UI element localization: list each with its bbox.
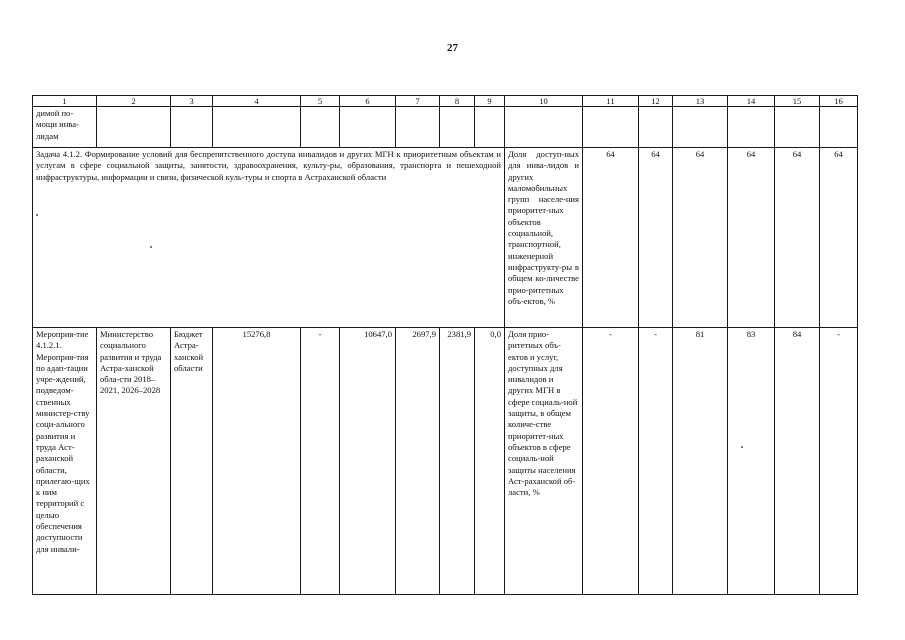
target-value-cell: 64 xyxy=(639,148,673,328)
column-header: 2 xyxy=(97,96,171,107)
table-cell xyxy=(340,107,396,148)
table-cell xyxy=(583,107,639,148)
table-row xyxy=(33,107,858,148)
target-value-cell: 64 xyxy=(583,148,639,328)
column-header: 6 xyxy=(340,96,396,107)
target-value-cell: 64 xyxy=(775,148,820,328)
target-value-cell: - xyxy=(820,328,858,595)
target-value-cell: 64 xyxy=(728,148,775,328)
indicator-cell: Доля прио-ритетных объ-ектов и услуг, доступных для инвалидов и других МГН в сфере социаль-ной защиты, в общем количе-стве приоритет-ных объектов в сфере социаль-ной защиты населения Аст-раханской об-ласти, % xyxy=(505,328,583,595)
column-header: 13 xyxy=(673,96,728,107)
funding-value-cell: 0,0 xyxy=(475,328,505,595)
column-number-row xyxy=(33,96,858,107)
indicator-cell: Доля доступ-ных для инва-лидов и других маломобильных групп населе-ния приоритет-ных объектов социальной, транспортной, инженерной инфраструкту-ры в общем ко-личестве прио-ритетных объ-ектов, % xyxy=(505,148,583,328)
table-cell xyxy=(97,107,171,148)
page-number: 27 xyxy=(447,42,458,54)
target-value-cell: 64 xyxy=(673,148,728,328)
table-cell xyxy=(820,107,858,148)
funding-value-cell: 2381,9 xyxy=(440,328,475,595)
column-header: 7 xyxy=(396,96,440,107)
activity-description-cell: Мероприя-тие 4.1.2.1. Мероприя-тия по адап-тации учре-ждений, подведом-ственных министер-ству соци-ального развития и труда Аст-раханской области, прилегаю-щих к ним территорий с целью обеспечения доступности для инвали- xyxy=(33,328,97,595)
funding-source-cell: Бюджет Астра-ханской области xyxy=(171,328,213,595)
column-header: 15 xyxy=(775,96,820,107)
column-header: 9 xyxy=(475,96,505,107)
funding-value-cell: 2697,9 xyxy=(396,328,440,595)
funding-total-cell: 15276,8 xyxy=(213,328,301,595)
target-value-cell: 84 xyxy=(775,328,820,595)
column-header: 16 xyxy=(820,96,858,107)
table-cell xyxy=(505,107,583,148)
target-value-cell: 64 xyxy=(820,148,858,328)
table-cell xyxy=(673,107,728,148)
table-cell xyxy=(775,107,820,148)
column-header: 12 xyxy=(639,96,673,107)
table-cell xyxy=(301,107,340,148)
executor-cell: Министерство социального развития и труда Астра-ханской обла-сти 2018–2021, 2026–2028 xyxy=(97,328,171,595)
program-activities-table xyxy=(32,95,858,595)
table-cell xyxy=(475,107,505,148)
column-header: 10 xyxy=(505,96,583,107)
column-header: 14 xyxy=(728,96,775,107)
funding-value-cell: - xyxy=(301,328,340,595)
table-row xyxy=(33,148,858,328)
table-cell xyxy=(171,107,213,148)
table-cell xyxy=(440,107,475,148)
table-cell xyxy=(396,107,440,148)
column-header: 11 xyxy=(583,96,639,107)
scan-speck xyxy=(741,446,743,448)
target-value-cell: 81 xyxy=(673,328,728,595)
target-value-cell: - xyxy=(583,328,639,595)
scan-speck xyxy=(36,214,38,216)
table-cell xyxy=(213,107,301,148)
column-header: 5 xyxy=(301,96,340,107)
table-cell xyxy=(728,107,775,148)
scan-speck xyxy=(150,246,152,248)
column-header: 3 xyxy=(171,96,213,107)
column-header: 1 xyxy=(33,96,97,107)
column-header: 8 xyxy=(440,96,475,107)
table-cell xyxy=(639,107,673,148)
target-value-cell: - xyxy=(639,328,673,595)
activity-description-cell: димой по-мощи инва-лидам xyxy=(33,107,97,148)
task-heading-cell: Задача 4.1.2. Формирование условий для беспрепятственного доступа инвалидов и других МГН к приоритетным объектам и услугам в сфере социальной защиты, занятости, здравоохранения, культу-ры, образования, транспорта и пешеходной инфраструктуры, информации и связи, физической куль-туры и спорта в Астраханской области xyxy=(33,148,505,328)
funding-value-cell: 10647,0 xyxy=(340,328,396,595)
column-header: 4 xyxy=(213,96,301,107)
table-row xyxy=(33,328,858,595)
target-value-cell: 83 xyxy=(728,328,775,595)
